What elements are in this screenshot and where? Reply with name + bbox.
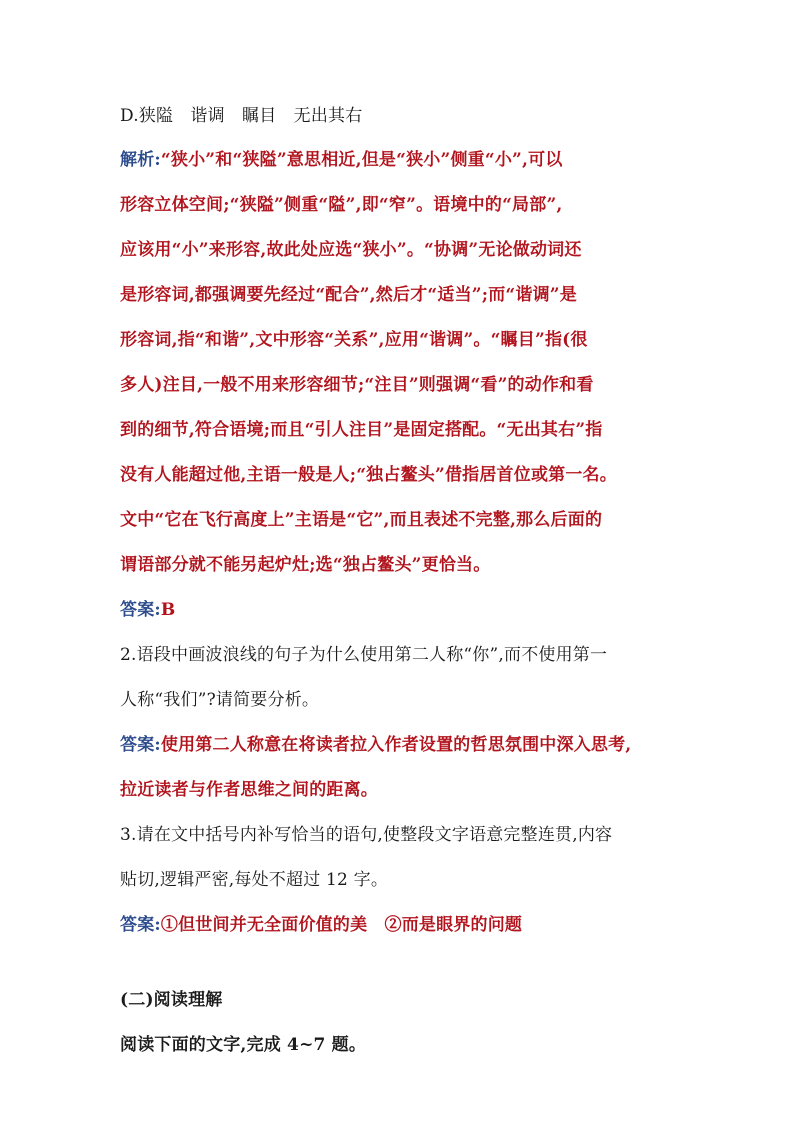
answer-2-line-2: 拉近读者与作者思维之间的距离。	[120, 780, 378, 800]
question-3-line-1: 3.请在文中括号内补写恰当的语句,使整段文字语意完整连贯,内容	[120, 825, 613, 845]
answer-1-label: 答案:	[120, 600, 161, 620]
analysis-line-4: 是形容词,都强调要先经过“配合”,然后才“适当”;而“谐调”是	[120, 285, 577, 305]
section-title: (二)阅读理解	[120, 990, 223, 1010]
answer-3-value: ①但世间并无全面价值的美 ②而是眼界的问题	[160, 915, 523, 935]
analysis-line-8: 没有人能超过他,主语一般是人;“独占鳌头”借指居首位或第一名。	[120, 465, 617, 485]
answer-3-label: 答案:	[120, 915, 161, 935]
answer-2-line-1: 答案:使用第二人称意在将读者拉入作者设置的哲思氛围中深入思考,	[120, 735, 632, 755]
answer-1	[120, 598, 690, 622]
answer-3	[120, 913, 690, 937]
analysis-label: 解析:	[120, 150, 161, 170]
analysis-line-10: 谓语部分就不能另起炉灶;选“独占鳌头”更恰当。	[120, 555, 491, 575]
question-2-line-2: 人称“我们”?请简要分析。	[120, 690, 320, 710]
option-d: D.狭隘 谐调 瞩目 无出其右	[120, 106, 363, 126]
analysis-line-7: 到的细节,符合语境;而且“引人注目”是固定搭配。“无出其右”指	[120, 420, 603, 440]
analysis-line-9: 文中“它在飞行高度上”主语是“它”,而且表述不完整,那么后面的	[120, 510, 603, 530]
analysis-line-1: 解析:“狭小”和“狭隘”意思相近,但是“狭小”侧重“小”,可以	[120, 150, 563, 170]
question-2-line-1: 2.语段中画波浪线的句子为什么使用第二人称“你”,而不使用第一	[120, 645, 608, 665]
reading-instruction: 阅读下面的文字,完成 4~7 题。	[120, 1035, 367, 1055]
answer-1-value: B	[160, 600, 176, 620]
analysis-line-2: 形容立体空间;“狭隘”侧重“隘”,即“窄”。语境中的“局部”,	[120, 195, 563, 215]
answer-2-label: 答案:	[120, 735, 161, 755]
analysis-line-3: 应该用“小”来形容,故此处应选“狭小”。“协调”无论做动词还	[120, 240, 582, 260]
analysis-line-6: 多人)注目,一般不用来形容细节;“注目”则强调“看”的动作和看	[120, 375, 594, 395]
analysis-line-5: 形容词,指“和谐”,文中形容“关系”,应用“谐调”。“瞩目”指(很	[120, 330, 588, 350]
question-3-line-2: 贴切,逻辑严密,每处不超过 12 字。	[120, 870, 389, 890]
